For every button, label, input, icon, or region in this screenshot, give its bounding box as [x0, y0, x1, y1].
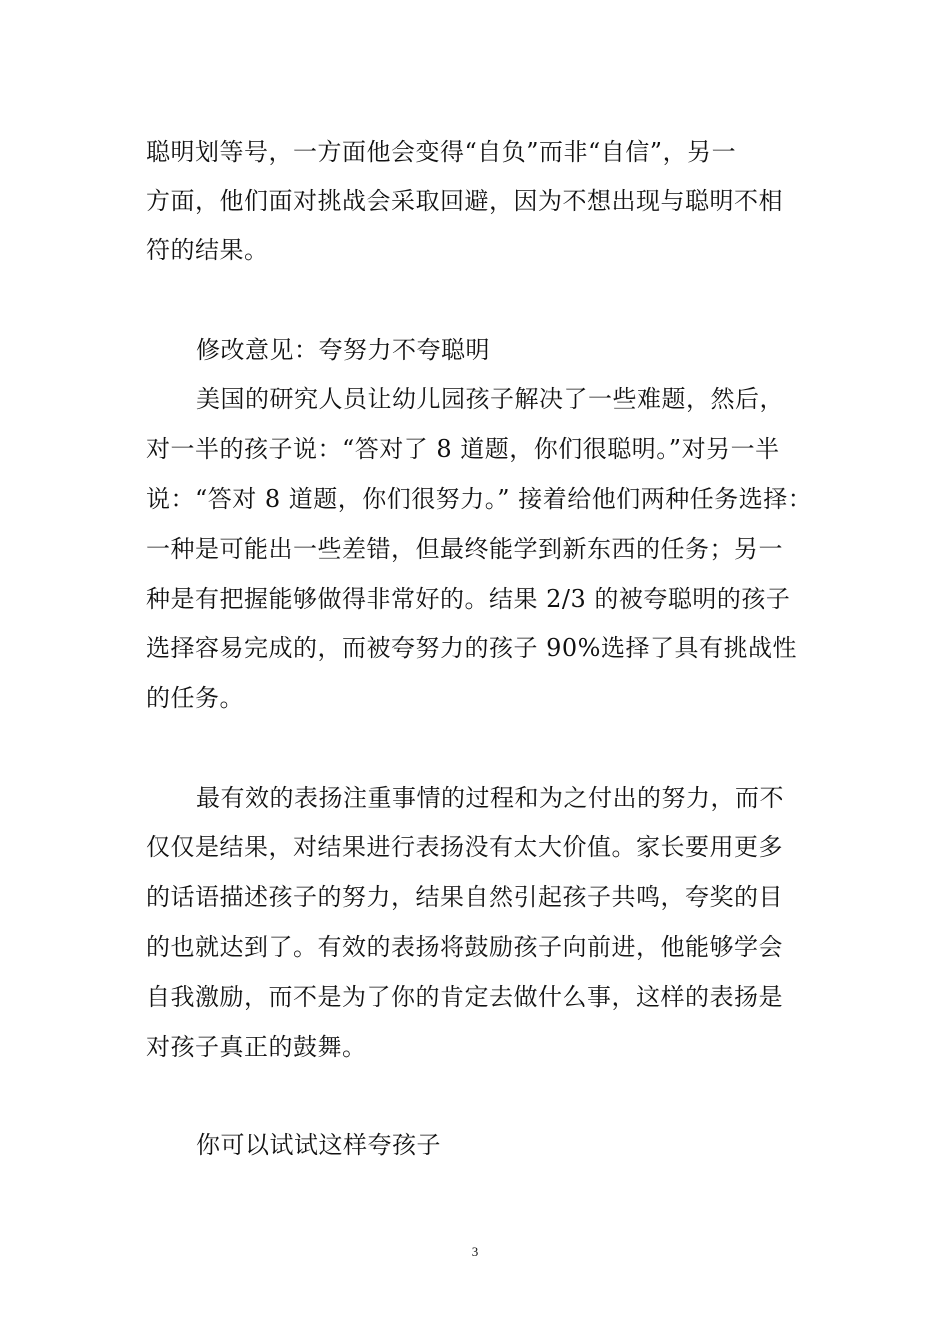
text-line: 对孩子真正的鼓舞。 [146, 1033, 367, 1061]
text-line: 方面，他们面对挑战会采取回避，因为不想出现与聪明不相 [146, 187, 783, 215]
text-line: 符的结果。 [146, 236, 269, 264]
page-number: 3 [471, 1244, 479, 1259]
text-line: 的话语描述孩子的努力，结果自然引起孩子共鸣，夸奖的目 [146, 883, 783, 911]
text-line: 聪明划等号，一方面他会变得“自负”而非“自信”，另一 [146, 138, 737, 166]
text-line: 的任务。 [146, 684, 244, 712]
text-line: 选择容易完成的，而被夸努力的孩子 90%选择了具有挑战性 [146, 634, 797, 662]
text-line: 的也就达到了。有效的表扬将鼓励孩子向前进，他能够学会 [146, 933, 783, 961]
text-line: 仅仅是结果，对结果进行表扬没有太大价值。家长要用更多 [146, 833, 783, 861]
section-heading: 你可以试试这样夸孩子 [196, 1131, 441, 1159]
text-line: 对一半的孩子说：“答对了 8 道题，你们很聪明。”对另一半 [146, 435, 780, 463]
text-line: 最有效的表扬注重事情的过程和为之付出的努力，而不 [196, 784, 784, 812]
text-line: 自我激励，而不是为了你的肯定去做什么事，这样的表扬是 [146, 983, 783, 1011]
text-line: 说：“答对 8 道题，你们很努力。” 接着给他们两种任务选择： [146, 485, 813, 513]
section-heading: 修改意见：夸努力不夸聪明 [196, 336, 490, 364]
text-line: 美国的研究人员让幼儿园孩子解决了一些难题，然后， [196, 385, 784, 413]
text-line: 种是有把握能够做得非常好的。结果 2/3 的被夸聪明的孩子 [146, 585, 791, 613]
text-line: 一种是可能出一些差错，但最终能学到新东西的任务；另一 [146, 535, 783, 563]
